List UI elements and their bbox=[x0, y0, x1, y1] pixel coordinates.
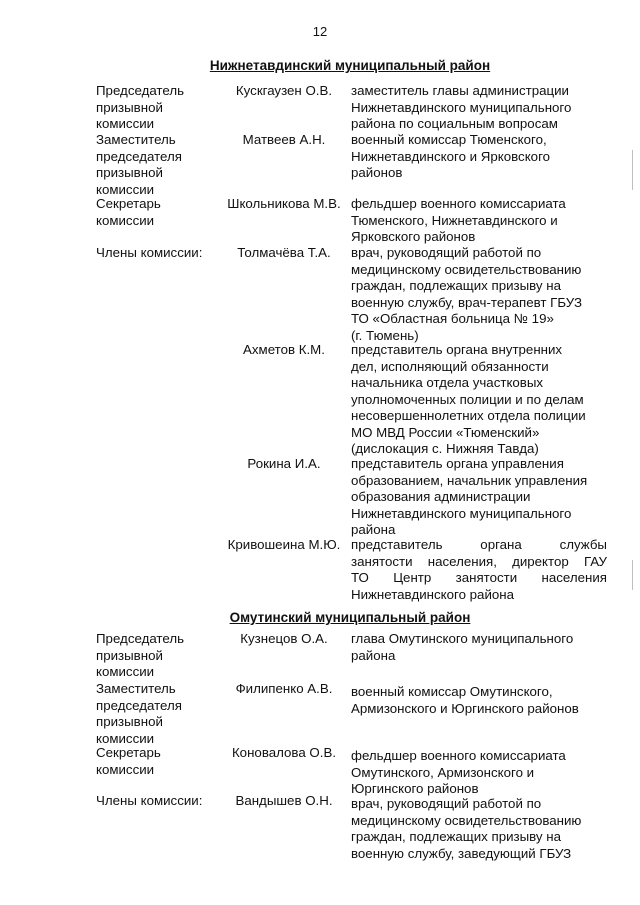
scan-edge-mark bbox=[632, 150, 633, 190]
member-name: Ахметов К.М. bbox=[243, 342, 325, 357]
role-label: Заместитель председателя призывной комиссии bbox=[96, 132, 182, 197]
page-number: 12 bbox=[312, 24, 328, 39]
member-position-line: ТО Центр занятости населения bbox=[351, 570, 607, 585]
scan-edge-mark bbox=[632, 560, 633, 590]
role-label: Председатель призывной комиссии bbox=[96, 83, 185, 131]
member-position: заместитель главы администрации Нижнетавдинского муниципального района по социальным вопросам bbox=[351, 83, 572, 131]
member-name: Филипенко А.В. bbox=[235, 681, 333, 696]
member-position-line: Нижнетавдинского района bbox=[351, 586, 515, 602]
member-name: Кускгаузен О.В. bbox=[235, 83, 333, 98]
member-position bbox=[351, 537, 607, 603]
member-position: врач, руководящий работой по медицинскому освидетельствованию граждан, подлежащих призыву на военную службу, врач-терапевт ГБУЗ ТО «Областная больница № 19» (г. Тюмень) bbox=[351, 245, 582, 343]
member-name: Кривошеина М.Ю. bbox=[227, 537, 341, 552]
role-label: Секретарь комиссии bbox=[96, 745, 161, 777]
section-title-nizhnetavdinsky: Нижнетавдинский муниципальный район bbox=[209, 58, 491, 73]
member-position: глава Омутинского муниципального района bbox=[351, 631, 574, 663]
member-name: Вандышев О.Н. bbox=[235, 793, 333, 808]
role-label: Члены комиссии: bbox=[96, 793, 203, 808]
member-name: Матвеев А.Н. bbox=[242, 132, 326, 147]
role-label: Секретарь комиссии bbox=[96, 196, 161, 228]
member-position: военный комиссар Тюменского, Нижнетавдинского и Ярковского районов bbox=[351, 132, 551, 180]
section-title-omutinsky: Омутинский муниципальный район bbox=[229, 610, 471, 625]
member-name: Школьникова М.В. bbox=[227, 196, 341, 211]
member-position: врач, руководящий работой по медицинскому освидетельствованию граждан, подлежащих призыву на военную службу, заведующий ГБУЗ bbox=[351, 796, 582, 861]
member-position: военный комиссар Омутинского, Армизонского и Юргинского районов bbox=[351, 684, 579, 716]
member-name: Кузнецов О.А. bbox=[240, 631, 328, 646]
member-position: представитель органа управления образованием, начальник управления образования администрации Нижнетавдинского муниципального района bbox=[351, 456, 588, 537]
member-position-line: представитель органа службы bbox=[351, 537, 607, 552]
member-name: Коновалова О.В. bbox=[231, 745, 337, 760]
member-name: Рокина И.А. bbox=[247, 456, 321, 471]
member-position: фельдшер военного комиссариата Омутинского, Армизонского и Юргинского районов bbox=[351, 748, 566, 796]
role-label: Члены комиссии: bbox=[96, 245, 203, 260]
member-position-line: занятости населения, директор ГАУ bbox=[351, 553, 607, 569]
member-name: Толмачёва Т.А. bbox=[237, 245, 331, 260]
member-position: представитель органа внутренних дел, исполняющий обязанности начальника отдела участковых уполномоченных полиции и по делам несовершеннолетних отдела полиции МО МВД России «Тюменский» (дислокация с. Нижняя Тавда) bbox=[351, 342, 586, 456]
role-label: Заместитель председателя призывной комиссии bbox=[96, 681, 182, 746]
member-position: фельдшер военного комиссариата Тюменского, Нижнетавдинского и Ярковского районов bbox=[351, 196, 566, 244]
role-label: Председатель призывной комиссии bbox=[96, 631, 185, 679]
